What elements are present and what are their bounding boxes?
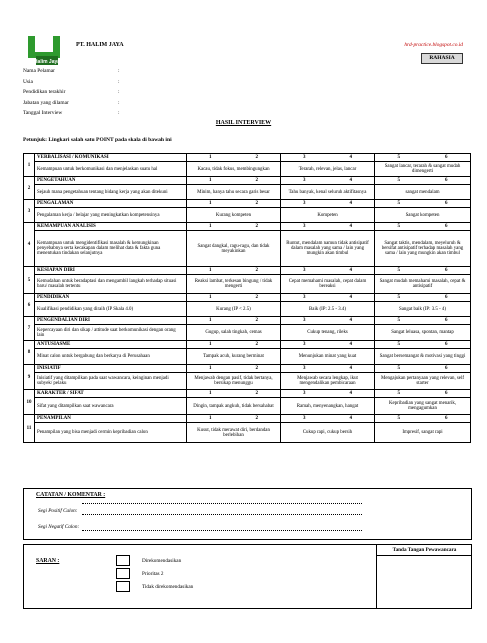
criterion-number: 4 — [24, 223, 35, 267]
signature-box[interactable] — [376, 545, 472, 608]
criterion-desc-row — [24, 275, 471, 294]
criterion-number: 9 — [24, 365, 35, 390]
level-high[interactable]: Sangat mudah memahami masalah, cepat & antisipatif — [375, 275, 471, 294]
criterion-number: 7 — [24, 317, 35, 341]
scale-point-1[interactable]: 1 — [187, 415, 234, 423]
level-low[interactable]: Kurang kompeten — [187, 208, 281, 223]
criterion-number: 2 — [24, 177, 35, 200]
info-separator[interactable]: : — [118, 68, 120, 74]
positive-label: Segi Positif Calon: — [38, 508, 78, 514]
option-not-recommended[interactable] — [116, 581, 193, 592]
info-row — [23, 110, 120, 121]
criterion-number: 8 — [24, 341, 35, 365]
scale-point-5[interactable]: 5 — [375, 415, 423, 423]
scale-point-1[interactable]: 1 — [187, 317, 234, 325]
criterion-header-row — [24, 154, 471, 162]
scale-point-3[interactable]: 3 — [281, 390, 328, 398]
scale-point-5[interactable]: 5 — [375, 154, 423, 162]
instructions: Petunjuk: Lingkari salah satu POINT pada skala di bawah ini — [23, 137, 172, 143]
scale-point-5[interactable]: 5 — [375, 177, 423, 185]
level-high[interactable]: Sangat kompeten — [375, 208, 471, 223]
negative-label: Segi Negatif Calon: — [38, 524, 80, 530]
scale-point-2[interactable]: 2 — [234, 390, 281, 398]
criterion-desc-row — [24, 162, 471, 177]
criterion-number: 1 — [24, 154, 35, 177]
info-row — [23, 68, 120, 79]
level-high[interactable]: Sangat leluasa, spontan, mantap — [375, 325, 471, 341]
level-low[interactable]: Tampak acuh, kurang berminat — [187, 349, 281, 365]
scale-point-4[interactable]: 4 — [328, 154, 375, 162]
level-mid[interactable]: Ramah, menyenangkan, hangat — [281, 398, 375, 415]
level-mid[interactable]: Menjawab secara lengkap, ikut mengendalikan pembicaraan — [281, 373, 375, 390]
scale-point-3[interactable]: 3 — [281, 294, 328, 302]
level-high[interactable]: Sangat lancar, terarah & sangat mudah dimengerti — [375, 162, 471, 177]
level-mid[interactable]: Cukup tenang, rileks — [281, 325, 375, 341]
level-high[interactable]: sangat mendalam — [375, 185, 471, 200]
scale-point-6[interactable]: 6 — [423, 365, 471, 373]
scale-point-5[interactable]: 5 — [375, 317, 423, 325]
scale-point-5[interactable]: 5 — [375, 365, 423, 373]
scale-point-3[interactable]: 3 — [281, 177, 328, 185]
info-label: Nama Pelamar — [23, 68, 55, 74]
criterion-description: Minat calon untuk bergabung dan berkarya di Perusahaan — [35, 349, 187, 365]
info-row — [23, 79, 120, 90]
scale-point-3[interactable]: 3 — [281, 200, 328, 208]
interview-score-table — [23, 153, 471, 443]
scale-point-2[interactable]: 2 — [234, 317, 281, 325]
scale-point-2[interactable]: 2 — [234, 365, 281, 373]
scale-point-4[interactable]: 4 — [328, 415, 375, 423]
scale-point-5[interactable]: 5 — [375, 200, 423, 208]
info-row — [23, 100, 120, 111]
criterion-description: Inisiatif yang ditampilkan pada saat wawancara, keinginan menjadi subyek/ pelaku — [35, 373, 187, 390]
criterion-desc-row — [24, 349, 471, 365]
criterion-number: 3 — [24, 200, 35, 223]
criterion-name: PENGALAMAN — [35, 200, 187, 208]
scale-point-1[interactable]: 1 — [187, 365, 234, 373]
scale-point-6[interactable]: 6 — [423, 294, 471, 302]
info-separator[interactable]: : — [118, 110, 120, 116]
criterion-description: Kepercayaan diri dan sikap / attitude saat berkomunikasi dengan orang lain — [35, 325, 187, 341]
scale-point-3[interactable]: 3 — [281, 267, 328, 275]
criterion-description: Pengalaman kerja / belajar yang meningkatkan kompetensinya — [35, 208, 187, 223]
saran-label: SARAN : — [36, 558, 60, 564]
scale-point-2[interactable]: 2 — [234, 200, 281, 208]
scale-point-4[interactable]: 4 — [328, 177, 375, 185]
level-low[interactable]: Reaksi lambat, terkesan bingung / tidak mengerti — [187, 275, 281, 294]
criterion-description: Sejauh mana pengetahuan tentang bidang kerja yang akan ditekuni — [35, 185, 187, 200]
criterion-name: INISIATIF — [35, 365, 187, 373]
level-low[interactable]: Kacau, tidak fokus, membingungkan — [187, 162, 281, 177]
notes-section — [23, 488, 472, 540]
scale-point-4[interactable]: 4 — [328, 294, 375, 302]
scale-point-4[interactable]: 4 — [328, 341, 375, 349]
negative-line[interactable] — [82, 530, 362, 531]
criterion-description: Sifat yang ditampilkan saat wawancara — [35, 398, 187, 415]
scale-point-6[interactable]: 6 — [423, 154, 471, 162]
scale-point-1[interactable]: 1 — [187, 154, 234, 162]
criterion-name: ANTUSIASME — [35, 341, 187, 349]
criterion-header-row — [24, 200, 471, 208]
level-high[interactable]: Sangat taktis, mendalam, meyeluruh & bersifat antisipatif terhadap masalah yang sama / lain yang mungkin akan timbul — [375, 231, 471, 267]
scale-point-6[interactable]: 6 — [423, 177, 471, 185]
criterion-name: PENAMPILAN — [35, 415, 187, 423]
scale-point-1[interactable]: 1 — [187, 341, 234, 349]
level-low[interactable]: Minim, hanya tahu secara garis besar — [187, 185, 281, 200]
option-priority-2[interactable] — [116, 568, 163, 579]
info-separator[interactable]: : — [118, 89, 120, 95]
level-mid[interactable]: Terarah, relevan, jelas, lancar — [281, 162, 375, 177]
scale-point-6[interactable]: 6 — [423, 223, 471, 231]
level-high[interactable]: Sangat bersemangat & motivasi yang tinggi — [375, 349, 471, 365]
company-logo — [26, 34, 68, 66]
scale-point-2[interactable]: 2 — [234, 267, 281, 275]
criterion-number: 5 — [24, 267, 35, 294]
level-low[interactable]: Kurang (IP < 2.5) — [187, 302, 281, 317]
level-mid[interactable]: Cukup rapi, cukup bersih — [281, 423, 375, 443]
criterion-description: Kemampuan untuk mengidentifikasi masalah & kemungkinan penyebabnya serta kecakapan dalam melihat data & fakta guna menentukan tindakan selanjutnya — [35, 231, 187, 267]
criterion-name: PENGETAHUAN — [35, 177, 187, 185]
positive-line[interactable] — [82, 514, 362, 515]
scale-point-4[interactable]: 4 — [328, 200, 375, 208]
criterion-desc-row — [24, 398, 471, 415]
criterion-number: 10 — [24, 390, 35, 415]
level-mid[interactable]: Menunjukan minat yang kuat — [281, 349, 375, 365]
criterion-description: Kemudahan untuk beradaptasi dan mengambil langkah terhadap situasi baru/ masalah tertentu — [35, 275, 187, 294]
scale-point-2[interactable]: 2 — [234, 154, 281, 162]
info-separator[interactable]: : — [118, 78, 120, 85]
scale-point-6[interactable]: 6 — [423, 200, 471, 208]
scale-point-4[interactable]: 4 — [328, 390, 375, 398]
website-link[interactable]: hrd-practice.blogspot.co.id — [404, 42, 463, 48]
criterion-desc-row — [24, 423, 471, 443]
scale-point-1[interactable]: 1 — [187, 200, 234, 208]
checkbox[interactable] — [116, 555, 130, 566]
company-name: PT. HALIM JAYA — [76, 42, 124, 48]
level-mid[interactable]: Cepat memahami masalah, cepat dalam bereaksi — [281, 275, 375, 294]
recommendation-section — [23, 544, 472, 609]
criterion-name: KARAKTER / SIFAT — [35, 390, 187, 398]
scale-point-3[interactable]: 3 — [281, 317, 328, 325]
scale-point-6[interactable]: 6 — [423, 415, 471, 423]
criterion-name: PENGENDALIAN DIRI — [35, 317, 187, 325]
scale-point-5[interactable]: 5 — [375, 267, 423, 275]
scale-point-5[interactable]: 5 — [375, 294, 423, 302]
scale-point-4[interactable]: 4 — [328, 267, 375, 275]
level-low[interactable]: Dingin, tampak angkuh, tidak bersahabat — [187, 398, 281, 415]
level-mid[interactable]: Tahu banyak, kenal seluruh aktifitasnya — [281, 185, 375, 200]
scale-point-3[interactable]: 3 — [281, 341, 328, 349]
level-high[interactable]: Sangat baik (IP: 3.5 - 4) — [375, 302, 471, 317]
notes-title: CATATAN / KOMENTAR : — [36, 492, 106, 498]
criterion-header-row — [24, 341, 471, 349]
info-label: Pendidikan terakhir — [23, 89, 66, 95]
scale-point-2[interactable]: 2 — [234, 223, 281, 231]
scale-point-4[interactable]: 4 — [328, 365, 375, 373]
criterion-desc-row — [24, 185, 471, 200]
checkbox[interactable] — [116, 568, 130, 579]
level-high[interactable]: Impresif, sangat rapi — [375, 423, 471, 443]
criterion-header-row — [24, 267, 471, 275]
scale-point-1[interactable]: 1 — [187, 267, 234, 275]
scale-point-4[interactable]: 4 — [328, 317, 375, 325]
level-mid[interactable]: Kompeten — [281, 208, 375, 223]
criterion-description: Kemampuan untuk berkomunikasi dan menjelaskan suatu hal — [35, 162, 187, 177]
criterion-header-row — [24, 317, 471, 325]
criterion-header-row — [24, 390, 471, 398]
scale-point-3[interactable]: 3 — [281, 223, 328, 231]
criterion-desc-row — [24, 373, 471, 390]
confidential-badge: RAHASIA — [421, 53, 463, 64]
scale-point-3[interactable]: 3 — [281, 365, 328, 373]
criterion-number: 11 — [24, 415, 35, 443]
criterion-description: Kualifikasi pendidikan yang diraih (IP Skala 4.0) — [35, 302, 187, 317]
scale-point-3[interactable]: 3 — [281, 415, 328, 423]
option-label: Tidak direkomendasikan — [142, 583, 194, 590]
criterion-desc-row — [24, 302, 471, 317]
criterion-number: 6 — [24, 294, 35, 317]
level-low[interactable]: Kusut, tidak merawat diri, berdandan berlebihan — [187, 423, 281, 443]
info-row — [23, 89, 120, 100]
scale-point-1[interactable]: 1 — [187, 390, 234, 398]
level-high[interactable]: Kepribadian yang sangat menarik, mengagumkan — [375, 398, 471, 415]
criterion-name: KEMAMPUAN ANALISIS — [35, 223, 187, 231]
scale-point-6[interactable]: 6 — [423, 267, 471, 275]
info-label: Tanggal Interview — [23, 110, 63, 116]
criterion-name: KESIAPAN DIRI — [35, 267, 187, 275]
scale-point-5[interactable]: 5 — [375, 223, 423, 231]
scale-point-2[interactable]: 2 — [234, 341, 281, 349]
level-mid[interactable]: Runtut, mendalam namun tidak antisipatif dalam masalah yang sama / lain yang mungkin akan timbul — [281, 231, 375, 267]
criterion-description: Penampilan yang bisa menjadi cermin kepribadian calon — [35, 423, 187, 443]
applicant-info — [23, 68, 120, 121]
scale-point-2[interactable]: 2 — [234, 177, 281, 185]
level-low[interactable]: Sangat dangkal, ragu-ragu, dan tidak meyakinkan — [187, 231, 281, 267]
criterion-header-row — [24, 177, 471, 185]
criterion-desc-row — [24, 231, 471, 267]
criterion-name: PENDIDIKAN — [35, 294, 187, 302]
notes-line[interactable] — [82, 503, 362, 504]
scale-point-2[interactable]: 2 — [234, 294, 281, 302]
option-label: Direkomendasikan — [142, 557, 182, 564]
level-high[interactable]: Mengajukan pertanyaan yang relevan, self starter — [375, 373, 471, 390]
criterion-name: VERBALISASI / KOMUNIKASI — [35, 154, 187, 162]
checkbox[interactable] — [116, 581, 130, 592]
info-label: Jabatan yang dilamar — [23, 99, 69, 106]
page-title: HASIL INTERVIEW — [215, 120, 272, 126]
scale-point-6[interactable]: 6 — [423, 317, 471, 325]
scale-point-2[interactable]: 2 — [234, 415, 281, 423]
scale-point-1[interactable]: 1 — [187, 294, 234, 302]
signature-title: Tanda Tangan Pewawancara — [377, 545, 472, 556]
criterion-header-row — [24, 365, 471, 373]
criterion-desc-row — [24, 208, 471, 223]
info-label: Usia — [23, 78, 33, 85]
criterion-header-row — [24, 294, 471, 302]
scale-point-6[interactable]: 6 — [423, 341, 471, 349]
scale-point-6[interactable]: 6 — [423, 390, 471, 398]
scale-point-5[interactable]: 5 — [375, 341, 423, 349]
criterion-header-row — [24, 223, 471, 231]
scale-point-3[interactable]: 3 — [281, 154, 328, 162]
level-mid[interactable]: Baik (IP: 2.5 - 3.4) — [281, 302, 375, 317]
scale-point-5[interactable]: 5 — [375, 390, 423, 398]
option-label: Prioritas 2 — [142, 570, 164, 577]
criterion-header-row — [24, 415, 471, 423]
scale-point-1[interactable]: 1 — [187, 177, 234, 185]
info-separator[interactable]: : — [118, 99, 120, 106]
svg-text:Halim Jaya: Halim Jaya — [33, 59, 61, 65]
criterion-desc-row — [24, 325, 471, 341]
level-low[interactable]: Gugup, salah tingkah, cemas — [187, 325, 281, 341]
level-low[interactable]: Menjawab dengan pasif, tidak bertanya, bersikap menunggu — [187, 373, 281, 390]
scale-point-1[interactable]: 1 — [187, 223, 234, 231]
scale-point-4[interactable]: 4 — [328, 223, 375, 231]
option-recommended[interactable] — [116, 555, 181, 566]
